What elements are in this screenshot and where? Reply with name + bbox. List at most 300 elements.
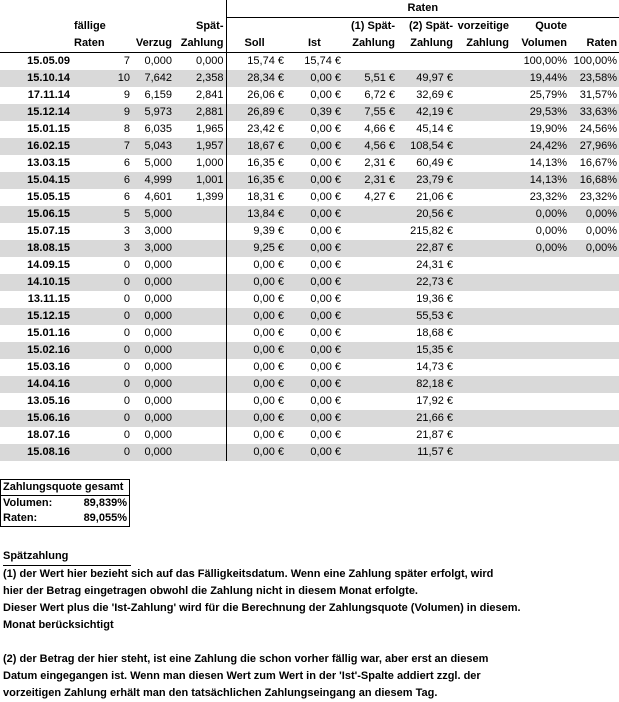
row-quote-volumen: 24,42% [511,138,569,155]
row-soll: 26,89 € [226,104,286,121]
table-row [0,359,619,376]
row-faellig: 6 [72,155,132,172]
row-quote-volumen [511,325,569,342]
table-row [0,223,619,240]
table-row [0,87,619,104]
summary-volumen-value: 89,839% [83,497,127,509]
row-ist: 0,00 € [286,444,343,461]
table-row [0,427,619,444]
row-faellig: 0 [72,376,132,393]
col-soll: Soll [226,35,286,53]
row-sp1 [343,342,397,359]
row-verzug: 0,000 [132,257,174,274]
row-sp1 [343,223,397,240]
row-vorzeitig [455,104,511,121]
row-date: 15.06.16 [0,410,72,427]
row-verzug: 7,642 [132,70,174,87]
row-spaet: 1,399 [174,189,226,206]
row-ist: 0,00 € [286,70,343,87]
header-row-2 [0,18,619,36]
row-soll: 9,25 € [226,240,286,257]
row-sp1 [343,291,397,308]
table-row [0,53,619,71]
row-spaet: 2,358 [174,70,226,87]
row-soll: 0,00 € [226,308,286,325]
row-quote-volumen: 14,13% [511,155,569,172]
table-row [0,444,619,461]
row-sp1: 2,31 € [343,172,397,189]
row-spaet [174,444,226,461]
row-vorzeitig [455,410,511,427]
row-sp1 [343,393,397,410]
table-row [0,393,619,410]
row-sp2: 20,56 € [397,206,455,223]
row-vorzeitig [455,240,511,257]
row-ist: 0,00 € [286,121,343,138]
table-row [0,342,619,359]
summary-box [0,479,130,527]
row-date: 14.10.15 [0,274,72,291]
row-faellig: 0 [72,308,132,325]
row-sp2: 23,79 € [397,172,455,189]
table-row [0,308,619,325]
row-quote-volumen [511,308,569,325]
table-row [0,257,619,274]
row-soll: 28,34 € [226,70,286,87]
col-sp1-top: (1) Spät- [343,18,397,36]
row-spaet: 2,841 [174,87,226,104]
row-vorzeitig [455,308,511,325]
row-spaet [174,308,226,325]
row-vorzeitig [455,189,511,206]
row-quote-volumen: 0,00% [511,223,569,240]
row-date: 15.04.15 [0,172,72,189]
row-sp1: 7,55 € [343,104,397,121]
row-vorzeitig [455,223,511,240]
row-date: 15.10.14 [0,70,72,87]
row-date: 14.04.16 [0,376,72,393]
row-vorzeitig [455,257,511,274]
row-spaet [174,291,226,308]
row-soll: 0,00 € [226,410,286,427]
table-row [0,189,619,206]
row-faellig: 6 [72,172,132,189]
note-line: Datum eingegangen ist. Wenn man diesen Wert zum Wert in der 'Ist'-Spalte addiert zzgl. der [3,670,481,682]
note-1 [3,566,603,634]
row-quote-volumen [511,291,569,308]
table-row [0,410,619,427]
row-ist: 0,00 € [286,155,343,172]
header-row-3 [0,35,619,53]
row-soll: 26,06 € [226,87,286,104]
row-verzug: 0,000 [132,427,174,444]
row-sp2: 14,73 € [397,359,455,376]
row-faellig: 0 [72,393,132,410]
row-spaet [174,274,226,291]
row-quote-raten: 0,00% [569,223,619,240]
row-sp2: 24,31 € [397,257,455,274]
row-sp1 [343,359,397,376]
raten-group-header: Raten [226,0,619,18]
row-sp2 [397,53,455,71]
row-ist: 0,00 € [286,138,343,155]
row-verzug: 6,159 [132,87,174,104]
row-quote-raten: 33,63% [569,104,619,121]
row-soll: 15,74 € [226,53,286,71]
table-row [0,70,619,87]
row-verzug: 0,000 [132,444,174,461]
row-quote-volumen: 100,00% [511,53,569,71]
row-sp1 [343,53,397,71]
row-faellig: 0 [72,359,132,376]
table-row [0,240,619,257]
row-quote-raten [569,410,619,427]
row-sp2: 21,06 € [397,189,455,206]
row-vorzeitig [455,359,511,376]
col-sp1-bot: Zahlung [343,35,397,53]
row-verzug: 0,000 [132,410,174,427]
note-line: vorzeitigen Zahlung erhält man den tatsächlichen Zahlungseingang an diesem Tag. [3,687,438,699]
row-sp1: 4,66 € [343,121,397,138]
row-quote-volumen [511,410,569,427]
row-date: 13.03.15 [0,155,72,172]
row-verzug: 0,000 [132,291,174,308]
row-spaet [174,240,226,257]
row-soll: 0,00 € [226,359,286,376]
row-verzug: 0,000 [132,274,174,291]
row-sp2: 42,19 € [397,104,455,121]
notes-section [3,548,603,702]
row-quote-raten: 100,00% [569,53,619,71]
row-quote-volumen: 0,00% [511,206,569,223]
row-spaet [174,376,226,393]
row-sp1: 4,56 € [343,138,397,155]
row-verzug: 4,601 [132,189,174,206]
row-quote-raten [569,308,619,325]
row-sp1: 4,27 € [343,189,397,206]
row-ist: 0,00 € [286,274,343,291]
table-row [0,104,619,121]
row-spaet: 0,000 [174,53,226,71]
row-soll: 23,42 € [226,121,286,138]
row-sp1 [343,240,397,257]
row-ist: 0,00 € [286,172,343,189]
row-soll: 13,84 € [226,206,286,223]
row-faellig: 7 [72,53,132,71]
table-row [0,172,619,189]
row-vorzeitig [455,274,511,291]
row-quote-raten [569,325,619,342]
col-quote-header: Quote [511,18,569,36]
row-date: 15.05.09 [0,53,72,71]
row-faellig: 0 [72,427,132,444]
row-spaet: 1,000 [174,155,226,172]
row-sp2: 60,49 € [397,155,455,172]
col-sp2-bot: Zahlung [397,35,455,53]
row-quote-raten: 23,32% [569,189,619,206]
summary-title: Zahlungsquote gesamt [1,480,130,496]
row-spaet [174,325,226,342]
row-sp1 [343,257,397,274]
row-sp1: 6,72 € [343,87,397,104]
row-date: 15.07.15 [0,223,72,240]
row-faellig: 3 [72,240,132,257]
row-ist: 0,00 € [286,393,343,410]
col-ist: Ist [286,35,343,53]
row-date: 15.02.16 [0,342,72,359]
row-spaet: 1,001 [174,172,226,189]
row-quote-raten: 27,96% [569,138,619,155]
row-ist: 0,00 € [286,376,343,393]
table-row [0,325,619,342]
summary-raten-label: Raten: [3,512,38,524]
table-row [0,138,619,155]
row-faellig: 0 [72,410,132,427]
row-soll: 0,00 € [226,274,286,291]
row-faellig: 7 [72,138,132,155]
row-sp2: 55,53 € [397,308,455,325]
row-sp1 [343,274,397,291]
row-soll: 0,00 € [226,325,286,342]
row-sp2: 32,69 € [397,87,455,104]
row-sp2: 45,14 € [397,121,455,138]
row-soll: 0,00 € [226,342,286,359]
row-verzug: 0,000 [132,325,174,342]
note-2 [3,651,603,702]
row-sp1: 2,31 € [343,155,397,172]
row-ist: 0,00 € [286,189,343,206]
row-date: 15.12.14 [0,104,72,121]
row-quote-raten [569,393,619,410]
row-sp2: 21,66 € [397,410,455,427]
row-faellig: 3 [72,223,132,240]
row-ist: 15,74 € [286,53,343,71]
row-verzug: 5,000 [132,155,174,172]
row-sp2: 22,73 € [397,274,455,291]
row-ist: 0,00 € [286,308,343,325]
row-quote-raten: 0,00% [569,206,619,223]
row-sp1 [343,444,397,461]
col-spaet-top: Spät- [174,18,226,36]
row-date: 13.05.16 [0,393,72,410]
table-row [0,376,619,393]
row-verzug: 0,000 [132,342,174,359]
row-spaet: 1,965 [174,121,226,138]
row-date: 13.11.15 [0,291,72,308]
row-faellig: 9 [72,104,132,121]
row-faellig: 6 [72,189,132,206]
row-soll: 18,67 € [226,138,286,155]
row-spaet [174,427,226,444]
table-row [0,274,619,291]
row-quote-raten: 31,57% [569,87,619,104]
col-volumen: Volumen [511,35,569,53]
row-quote-raten [569,274,619,291]
row-ist: 0,00 € [286,223,343,240]
row-date: 15.05.15 [0,189,72,206]
row-spaet [174,257,226,274]
row-soll: 0,00 € [226,444,286,461]
row-verzug: 0,000 [132,53,174,71]
row-faellig: 0 [72,342,132,359]
row-vorzeitig [455,121,511,138]
row-date: 18.07.16 [0,427,72,444]
row-quote-raten: 23,58% [569,70,619,87]
row-quote-volumen: 23,32% [511,189,569,206]
row-vorzeitig [455,427,511,444]
row-ist: 0,39 € [286,104,343,121]
row-vorzeitig [455,291,511,308]
note-line: (2) der Betrag der hier steht, ist eine Zahlung die schon vorher fällig war, aber erst an diesem [3,653,489,665]
row-date: 16.02.15 [0,138,72,155]
row-ist: 0,00 € [286,257,343,274]
row-sp2: 21,87 € [397,427,455,444]
note-line: Dieser Wert plus die 'Ist-Zahlung' wird für die Berechnung der Zahlungsquote (Volumen) in diesem. [3,602,521,614]
summary-raten-value: 89,055% [83,512,127,524]
row-faellig: 0 [72,274,132,291]
row-date: 18.08.15 [0,240,72,257]
col-faellig-top: fällige [72,18,132,36]
row-spaet [174,223,226,240]
row-sp1 [343,427,397,444]
row-quote-raten [569,444,619,461]
note-line: Monat berücksichtigt [3,619,114,631]
row-quote-volumen: 29,53% [511,104,569,121]
row-quote-volumen: 14,13% [511,172,569,189]
col-raten-quote: Raten [569,35,619,53]
row-verzug: 3,000 [132,223,174,240]
row-quote-volumen [511,359,569,376]
row-quote-raten: 16,68% [569,172,619,189]
row-spaet [174,206,226,223]
row-soll: 0,00 € [226,376,286,393]
row-quote-raten [569,257,619,274]
row-quote-raten [569,376,619,393]
row-verzug: 3,000 [132,240,174,257]
row-quote-volumen: 19,90% [511,121,569,138]
row-spaet [174,359,226,376]
row-spaet: 2,881 [174,104,226,121]
row-sp2: 17,92 € [397,393,455,410]
row-vorzeitig [455,342,511,359]
row-quote-raten: 24,56% [569,121,619,138]
row-soll: 16,35 € [226,172,286,189]
row-date: 15.03.16 [0,359,72,376]
col-verzug: Verzug [132,35,174,53]
row-quote-raten [569,427,619,444]
row-ist: 0,00 € [286,87,343,104]
row-vorzeitig [455,206,511,223]
row-vorzeitig [455,444,511,461]
row-vorzeitig [455,70,511,87]
row-sp1: 5,51 € [343,70,397,87]
row-vorzeitig [455,393,511,410]
row-vorzeitig [455,376,511,393]
summary-volumen-label: Volumen: [3,497,53,509]
row-ist: 0,00 € [286,240,343,257]
row-faellig: 8 [72,121,132,138]
row-spaet [174,393,226,410]
row-verzug: 5,000 [132,206,174,223]
row-sp1 [343,376,397,393]
row-soll: 0,00 € [226,393,286,410]
row-sp2: 19,36 € [397,291,455,308]
row-sp2: 215,82 € [397,223,455,240]
row-spaet: 1,957 [174,138,226,155]
row-soll: 0,00 € [226,427,286,444]
row-quote-volumen [511,427,569,444]
row-soll: 18,31 € [226,189,286,206]
row-quote-volumen: 25,79% [511,87,569,104]
row-verzug: 4,999 [132,172,174,189]
note-line: (1) der Wert hier bezieht sich auf das Fälligkeitsdatum. Wenn eine Zahlung später erfolgt, wird [3,568,494,580]
notes-heading: Spätzahlung [3,548,131,566]
row-date: 15.08.16 [0,444,72,461]
row-soll: 0,00 € [226,291,286,308]
table-row [0,206,619,223]
row-ist: 0,00 € [286,206,343,223]
row-quote-volumen [511,342,569,359]
row-ist: 0,00 € [286,342,343,359]
row-ist: 0,00 € [286,359,343,376]
row-sp2: 18,68 € [397,325,455,342]
row-soll: 9,39 € [226,223,286,240]
row-vorzeitig [455,172,511,189]
row-soll: 16,35 € [226,155,286,172]
row-sp1 [343,410,397,427]
row-verzug: 5,973 [132,104,174,121]
row-ist: 0,00 € [286,427,343,444]
row-quote-volumen [511,274,569,291]
row-spaet [174,342,226,359]
row-faellig: 0 [72,444,132,461]
row-date: 15.12.15 [0,308,72,325]
row-date: 15.01.15 [0,121,72,138]
row-sp1 [343,206,397,223]
row-quote-volumen: 19,44% [511,70,569,87]
col-raten: Raten [72,35,132,53]
row-spaet [174,410,226,427]
row-vorzeitig [455,53,511,71]
row-sp2: 108,54 € [397,138,455,155]
row-faellig: 5 [72,206,132,223]
row-faellig: 10 [72,70,132,87]
row-ist: 0,00 € [286,410,343,427]
table-row [0,291,619,308]
col-spaet-bot: Zahlung [174,35,226,53]
row-date: 14.09.15 [0,257,72,274]
row-quote-raten [569,291,619,308]
row-sp2: 11,57 € [397,444,455,461]
note-line: hier der Betrag eingetragen obwohl die Zahlung nicht in diesem Monat erfolgte. [3,585,418,597]
row-sp2: 49,97 € [397,70,455,87]
row-sp2: 82,18 € [397,376,455,393]
row-verzug: 0,000 [132,308,174,325]
row-verzug: 0,000 [132,376,174,393]
row-quote-raten [569,359,619,376]
row-soll: 0,00 € [226,257,286,274]
row-verzug: 6,035 [132,121,174,138]
row-ist: 0,00 € [286,325,343,342]
row-verzug: 0,000 [132,393,174,410]
row-faellig: 9 [72,87,132,104]
row-quote-raten: 0,00% [569,240,619,257]
table-row [0,155,619,172]
row-quote-volumen [511,257,569,274]
row-sp1 [343,308,397,325]
row-verzug: 0,000 [132,359,174,376]
col-vorzeitig-bot: Zahlung [455,35,511,53]
